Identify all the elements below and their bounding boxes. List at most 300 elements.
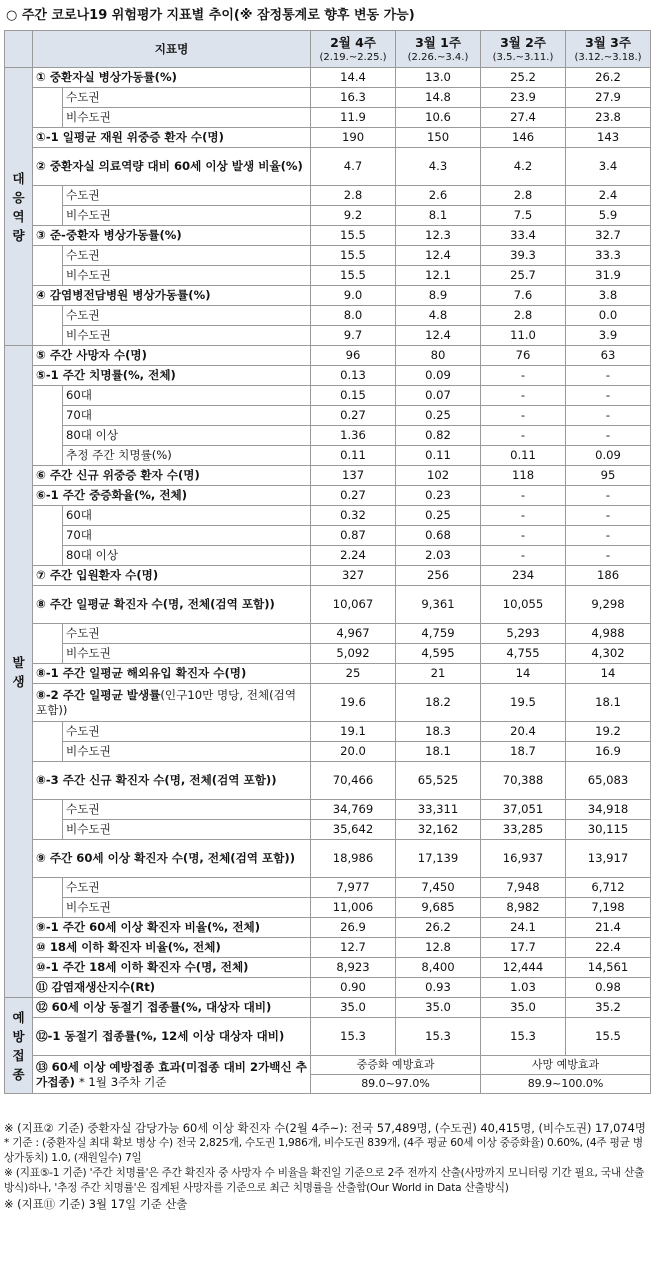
indent-spacer [33, 206, 63, 226]
value-cell: 7,450 [396, 878, 481, 898]
value-cell: 8.0 [311, 306, 396, 326]
value-cell: - [566, 406, 651, 426]
value-cell: 23.8 [566, 108, 651, 128]
death-prevention-cell-label: 사망 예방효과 [481, 1056, 650, 1075]
value-cell: 16.3 [311, 88, 396, 108]
value-cell: 25.2 [481, 68, 566, 88]
value-cell: 150 [396, 128, 481, 148]
indent-spacer [33, 426, 63, 446]
week-label: 3월 2주 [500, 34, 546, 50]
row-label: 60대 [63, 386, 311, 406]
value-cell: 7.5 [481, 206, 566, 226]
table-row [5, 742, 651, 762]
row-label [33, 840, 311, 878]
footnote-fatality: ※ (지표⑤-1 기준) '주간 치명률'은 주간 확진자 중 사망자 수 비율을 확진일 기준으로 2주 전까지 산출(사망까지 모니터링 기간 필요, 국내 산출방식)하나, '추정 주간 치명률'은 집계된 사망자를 기준으로 최근 치명률을 산출함(Our World in Data 산출방식) [4, 1167, 645, 1194]
row-label-text: ⑫ 60세 이상 동절기 접종률(%, 대상자 대비) [36, 1000, 272, 1014]
row-label-note: * 1월 3주차 기준 [78, 1074, 167, 1089]
value-cell: 118 [481, 466, 566, 486]
value-cell: 15.3 [481, 1018, 566, 1056]
value-cell: 8,400 [396, 958, 481, 978]
row-label-text: ⑤-1 주간 치명률(%, 전체) [36, 368, 176, 382]
value-cell: 1.03 [481, 978, 566, 998]
value-cell: 234 [481, 566, 566, 586]
value-cell: 14 [481, 664, 566, 684]
value-cell: 35,642 [311, 820, 396, 840]
value-cell: 17,139 [396, 840, 481, 878]
row-label: 수도권 [63, 624, 311, 644]
value-cell: 95 [566, 466, 651, 486]
indent-spacer [33, 820, 63, 840]
value-cell: 17.7 [481, 938, 566, 958]
row-label: 수도권 [63, 306, 311, 326]
value-cell: 4.7 [311, 148, 396, 186]
value-cell: 34,769 [311, 800, 396, 820]
week-label: 3월 1주 [415, 34, 461, 50]
value-cell: 0.0 [566, 306, 651, 326]
value-cell: 9.2 [311, 206, 396, 226]
footnote-rt: ※ (지표⑪ 기준) 3월 17일 기준 산출 [4, 1197, 188, 1211]
row-label-text: ② 중환자실 의료역량 대비 60세 이상 발생 비율(%) [36, 159, 303, 173]
value-cell: 27.9 [566, 88, 651, 108]
value-cell: 0.11 [311, 446, 396, 466]
indent-spacer [33, 306, 63, 326]
value-cell: 0.11 [481, 446, 566, 466]
value-cell: 186 [566, 566, 651, 586]
table-row [5, 1056, 651, 1094]
indent-spacer [33, 644, 63, 664]
table-row [5, 446, 651, 466]
row-label [33, 998, 311, 1018]
row-label: 70대 [63, 406, 311, 426]
value-cell: 9.7 [311, 326, 396, 346]
value-cell: 70,466 [311, 762, 396, 800]
value-cell: 4,595 [396, 644, 481, 664]
indent-spacer [33, 898, 63, 918]
value-cell: - [481, 386, 566, 406]
row-label: 80대 이상 [63, 426, 311, 446]
value-cell: 33,285 [481, 820, 566, 840]
value-cell: 12.8 [396, 938, 481, 958]
row-label [33, 486, 311, 506]
value-cell: 26.9 [311, 918, 396, 938]
row-label [33, 1056, 311, 1094]
row-label: 수도권 [63, 186, 311, 206]
value-cell: 0.13 [311, 366, 396, 386]
value-cell: 7,977 [311, 878, 396, 898]
indent-spacer [33, 406, 63, 426]
value-cell: 0.15 [311, 386, 396, 406]
row-label-text: ⑥ 주간 신규 위중증 환자 수(명) [36, 468, 200, 482]
table-row [5, 326, 651, 346]
value-cell: 3.4 [566, 148, 651, 186]
row-label [33, 586, 311, 624]
severe-prevention-cell-value: 89.0~97.0% [361, 1077, 430, 1090]
week-header [481, 31, 566, 68]
value-cell: 102 [396, 466, 481, 486]
value-cell: 18,986 [311, 840, 396, 878]
week-range: (2.19.~2.25.) [319, 51, 387, 63]
value-cell: 143 [566, 128, 651, 148]
table-row [5, 286, 651, 306]
value-cell: 35.0 [311, 998, 396, 1018]
table-row [5, 938, 651, 958]
value-cell: 137 [311, 466, 396, 486]
value-cell: 96 [311, 346, 396, 366]
week-label: 3월 3주 [585, 34, 631, 50]
value-cell: 7,948 [481, 878, 566, 898]
value-cell: 14.8 [396, 88, 481, 108]
value-cell: 31.9 [566, 266, 651, 286]
table-row [5, 840, 651, 878]
value-cell: 5,293 [481, 624, 566, 644]
row-label [33, 148, 311, 186]
value-cell: 10,067 [311, 586, 396, 624]
indent-spacer [33, 800, 63, 820]
row-label [33, 226, 311, 246]
table-row [5, 978, 651, 998]
value-cell: 4,755 [481, 644, 566, 664]
value-cell: 2.8 [481, 306, 566, 326]
table-row [5, 246, 651, 266]
value-cell: 15.5 [311, 246, 396, 266]
value-cell: 18.1 [396, 742, 481, 762]
value-cell: 19.1 [311, 722, 396, 742]
value-cell: 13.0 [396, 68, 481, 88]
week-header [311, 31, 396, 68]
value-cell: - [566, 366, 651, 386]
value-cell: 4,967 [311, 624, 396, 644]
value-cell: 0.07 [396, 386, 481, 406]
value-cell: 8.9 [396, 286, 481, 306]
row-label [33, 958, 311, 978]
value-cell: 10.6 [396, 108, 481, 128]
value-cell: - [481, 426, 566, 446]
row-label: 비수도권 [63, 108, 311, 128]
indent-spacer [33, 546, 63, 566]
row-label [33, 1018, 311, 1056]
indent-spacer [33, 266, 63, 286]
value-cell: 18.7 [481, 742, 566, 762]
value-cell: 13,917 [566, 840, 651, 878]
row-label [33, 918, 311, 938]
table-row [5, 226, 651, 246]
value-cell: 15.5 [311, 226, 396, 246]
table-row [5, 762, 651, 800]
value-cell: 2.8 [481, 186, 566, 206]
row-label-text: ⑫-1 동절기 접종률(%, 12세 이상 대상자 대비) [36, 1029, 285, 1043]
row-label-text: ③ 준-중환자 병상가동률(%) [36, 228, 182, 242]
table-row [5, 186, 651, 206]
value-cell: - [566, 486, 651, 506]
indicator-header: 지표명 [33, 31, 311, 68]
row-label: 수도권 [63, 800, 311, 820]
value-cell: 26.2 [566, 68, 651, 88]
value-cell: 35.2 [566, 998, 651, 1018]
row-label: 수도권 [63, 878, 311, 898]
value-cell: 0.23 [396, 486, 481, 506]
table-row [5, 466, 651, 486]
value-cell: 1.36 [311, 426, 396, 446]
table-row [5, 68, 651, 88]
footnote-criteria: * 기준 : (중환자실 최대 확보 병상 수) 전국 2,825개, 수도권 1,986개, 비수도권 839개, (4주 평균 60세 이상 중증화율) 0.60%, (4주 평균 병상가동치) 1.0, (재원일수) 7일 [4, 1137, 643, 1164]
value-cell: 16.9 [566, 742, 651, 762]
row-label-text: ⑩ 18세 이하 확진자 비율(%, 전체) [36, 940, 221, 954]
row-label-extra: (인구10만 명당, 전체(검역 포함)) [36, 687, 297, 717]
value-cell: - [566, 386, 651, 406]
indent-spacer [33, 446, 63, 466]
value-cell: - [481, 526, 566, 546]
indent-spacer [33, 88, 63, 108]
value-cell: 4.3 [396, 148, 481, 186]
table-row [5, 546, 651, 566]
value-cell: 4.8 [396, 306, 481, 326]
value-cell: 33.3 [566, 246, 651, 266]
value-cell: 8,923 [311, 958, 396, 978]
row-label [33, 286, 311, 306]
death-prevention-cell [481, 1056, 651, 1094]
value-cell: 2.4 [566, 186, 651, 206]
table-row [5, 918, 651, 938]
table-row [5, 820, 651, 840]
table-row [5, 386, 651, 406]
row-label-text: ⑨ 주간 60세 이상 확진자 수(명, 전체(검역 포함)) [36, 851, 295, 865]
value-cell: 14.4 [311, 68, 396, 88]
value-cell: 15.3 [396, 1018, 481, 1056]
row-label-text: ⑩-1 주간 18세 이하 확진자 수(명, 전체) [36, 960, 249, 974]
value-cell: 11,006 [311, 898, 396, 918]
indent-spacer [33, 506, 63, 526]
value-cell: 37,051 [481, 800, 566, 820]
table-row [5, 644, 651, 664]
value-cell: 7,198 [566, 898, 651, 918]
table-row [5, 722, 651, 742]
value-cell: 32.7 [566, 226, 651, 246]
row-label [33, 978, 311, 998]
table-row [5, 624, 651, 644]
value-cell: 32,162 [396, 820, 481, 840]
table-row [5, 266, 651, 286]
table-row [5, 684, 651, 722]
row-label-text: ⑬ 60세 이상 예방접종 효과(미접종 대비 2가백신 추가접종) [36, 1059, 307, 1089]
value-cell: 65,525 [396, 762, 481, 800]
value-cell: 10,055 [481, 586, 566, 624]
value-cell: 0.27 [311, 486, 396, 506]
row-label: 70대 [63, 526, 311, 546]
table-row [5, 426, 651, 446]
value-cell: 3.8 [566, 286, 651, 306]
table-row [5, 206, 651, 226]
value-cell: 39.3 [481, 246, 566, 266]
table-row [5, 958, 651, 978]
value-cell: 4.2 [481, 148, 566, 186]
value-cell: 11.9 [311, 108, 396, 128]
value-cell: 12.4 [396, 246, 481, 266]
value-cell: 15.5 [311, 266, 396, 286]
table-row [5, 306, 651, 326]
value-cell: 4,988 [566, 624, 651, 644]
page-title: ○ 주간 코로나19 위험평가 지표별 추이(※ 잠정통계로 향후 변동 가능) [6, 8, 415, 23]
value-cell: 63 [566, 346, 651, 366]
table-row [5, 128, 651, 148]
risk-indicator-table [4, 30, 651, 1094]
table-row [5, 148, 651, 186]
severe-prevention-cell-label: 중증화 예방효과 [311, 1056, 480, 1075]
value-cell: 35.0 [481, 998, 566, 1018]
value-cell: 0.90 [311, 978, 396, 998]
value-cell: 12.4 [396, 326, 481, 346]
value-cell: 21 [396, 664, 481, 684]
value-cell: 16,937 [481, 840, 566, 878]
severe-prevention-cell [311, 1056, 481, 1094]
value-cell: - [481, 366, 566, 386]
value-cell: 15.5 [566, 1018, 651, 1056]
week-range: (3.12.~3.18.) [574, 51, 642, 63]
row-label [33, 762, 311, 800]
row-label-text: ⑧-2 주간 일평균 발생률 [36, 687, 161, 702]
row-label [33, 346, 311, 366]
value-cell: 2.8 [311, 186, 396, 206]
value-cell: 12.7 [311, 938, 396, 958]
value-cell: 18.1 [566, 684, 651, 722]
value-cell: 7.6 [481, 286, 566, 306]
row-label-text: ⑧-3 주간 신규 확진자 수(명, 전체(검역 포함)) [36, 773, 277, 787]
row-label: 수도권 [63, 722, 311, 742]
value-cell: 12,444 [481, 958, 566, 978]
value-cell: 76 [481, 346, 566, 366]
value-cell: 0.25 [396, 406, 481, 426]
value-cell: 33,311 [396, 800, 481, 820]
value-cell: 2.03 [396, 546, 481, 566]
value-cell: 21.4 [566, 918, 651, 938]
value-cell: 14,561 [566, 958, 651, 978]
row-label-text: ①-1 일평균 재원 위중증 환자 수(명) [36, 130, 224, 144]
value-cell: 14 [566, 664, 651, 684]
table-header-row [5, 31, 651, 68]
value-cell: 4,302 [566, 644, 651, 664]
value-cell: 25 [311, 664, 396, 684]
row-label: 비수도권 [63, 820, 311, 840]
value-cell: 27.4 [481, 108, 566, 128]
table-row [5, 406, 651, 426]
row-label-text: ⑧ 주간 일평균 확진자 수(명, 전체(검역 포함)) [36, 597, 275, 611]
value-cell: 20.4 [481, 722, 566, 742]
value-cell: 24.1 [481, 918, 566, 938]
value-cell: 0.27 [311, 406, 396, 426]
header-corner [5, 31, 33, 68]
row-label [33, 664, 311, 684]
table-row [5, 586, 651, 624]
value-cell: 34,918 [566, 800, 651, 820]
value-cell: 80 [396, 346, 481, 366]
row-label-text: ⑥-1 주간 중증화율(%, 전체) [36, 488, 188, 502]
indent-spacer [33, 108, 63, 128]
footnotes [4, 1120, 652, 1212]
value-cell: - [481, 486, 566, 506]
value-cell: - [481, 546, 566, 566]
value-cell: 8.1 [396, 206, 481, 226]
value-cell: - [566, 526, 651, 546]
value-cell: 0.09 [566, 446, 651, 466]
table-row [5, 998, 651, 1018]
week-header [566, 31, 651, 68]
row-label [33, 366, 311, 386]
row-label-text: ⑦ 주간 입원환자 수(명) [36, 568, 159, 582]
week-range: (2.26.~3.4.) [407, 51, 469, 63]
value-cell: 0.25 [396, 506, 481, 526]
value-cell: 12.1 [396, 266, 481, 286]
value-cell: 12.3 [396, 226, 481, 246]
value-cell: 9,685 [396, 898, 481, 918]
value-cell: 65,083 [566, 762, 651, 800]
value-cell: - [566, 546, 651, 566]
table-row [5, 366, 651, 386]
value-cell: 23.9 [481, 88, 566, 108]
indent-spacer [33, 526, 63, 546]
indent-spacer [33, 186, 63, 206]
value-cell: 33.4 [481, 226, 566, 246]
value-cell: 18.2 [396, 684, 481, 722]
value-cell: - [481, 506, 566, 526]
row-label: 80대 이상 [63, 546, 311, 566]
table-row [5, 898, 651, 918]
value-cell: 256 [396, 566, 481, 586]
value-cell: 0.68 [396, 526, 481, 546]
row-label [33, 128, 311, 148]
value-cell: 327 [311, 566, 396, 586]
row-label: 비수도권 [63, 898, 311, 918]
row-label: 수도권 [63, 246, 311, 266]
value-cell: 35.0 [396, 998, 481, 1018]
row-label: 비수도권 [63, 266, 311, 286]
value-cell: 0.11 [396, 446, 481, 466]
row-label [33, 68, 311, 88]
value-cell: 9,361 [396, 586, 481, 624]
value-cell: 5,092 [311, 644, 396, 664]
row-label: 비수도권 [63, 742, 311, 762]
indent-spacer [33, 386, 63, 406]
row-label: 수도권 [63, 88, 311, 108]
value-cell: 190 [311, 128, 396, 148]
value-cell: 4,759 [396, 624, 481, 644]
value-cell: 0.93 [396, 978, 481, 998]
value-cell: 0.98 [566, 978, 651, 998]
value-cell: 25.7 [481, 266, 566, 286]
row-label [33, 938, 311, 958]
category-cell: 발 생 [5, 346, 33, 998]
indent-spacer [33, 742, 63, 762]
row-label: 비수도권 [63, 206, 311, 226]
table-row [5, 108, 651, 128]
value-cell: 11.0 [481, 326, 566, 346]
value-cell: 19.6 [311, 684, 396, 722]
row-label [33, 684, 311, 722]
row-label-text: ⑤ 주간 사망자 수(명) [36, 348, 147, 362]
row-label: 비수도권 [63, 326, 311, 346]
table-row [5, 1018, 651, 1056]
table-row [5, 878, 651, 898]
value-cell: 0.32 [311, 506, 396, 526]
table-row [5, 526, 651, 546]
value-cell: 30,115 [566, 820, 651, 840]
value-cell: 2.6 [396, 186, 481, 206]
row-label-text: ⑪ 감염재생산지수(Rt) [36, 980, 156, 994]
table-row [5, 346, 651, 366]
footnote-icu-capacity: ※ (지표② 기준) 중환자실 감당가능 60세 이상 확진자 수(2월 4주~): 전국 57,489명, (수도권) 40,415명, (비수도권) 17,074명 [4, 1121, 646, 1135]
table-row [5, 506, 651, 526]
value-cell: 19.5 [481, 684, 566, 722]
value-cell: 26.2 [396, 918, 481, 938]
value-cell: 22.4 [566, 938, 651, 958]
